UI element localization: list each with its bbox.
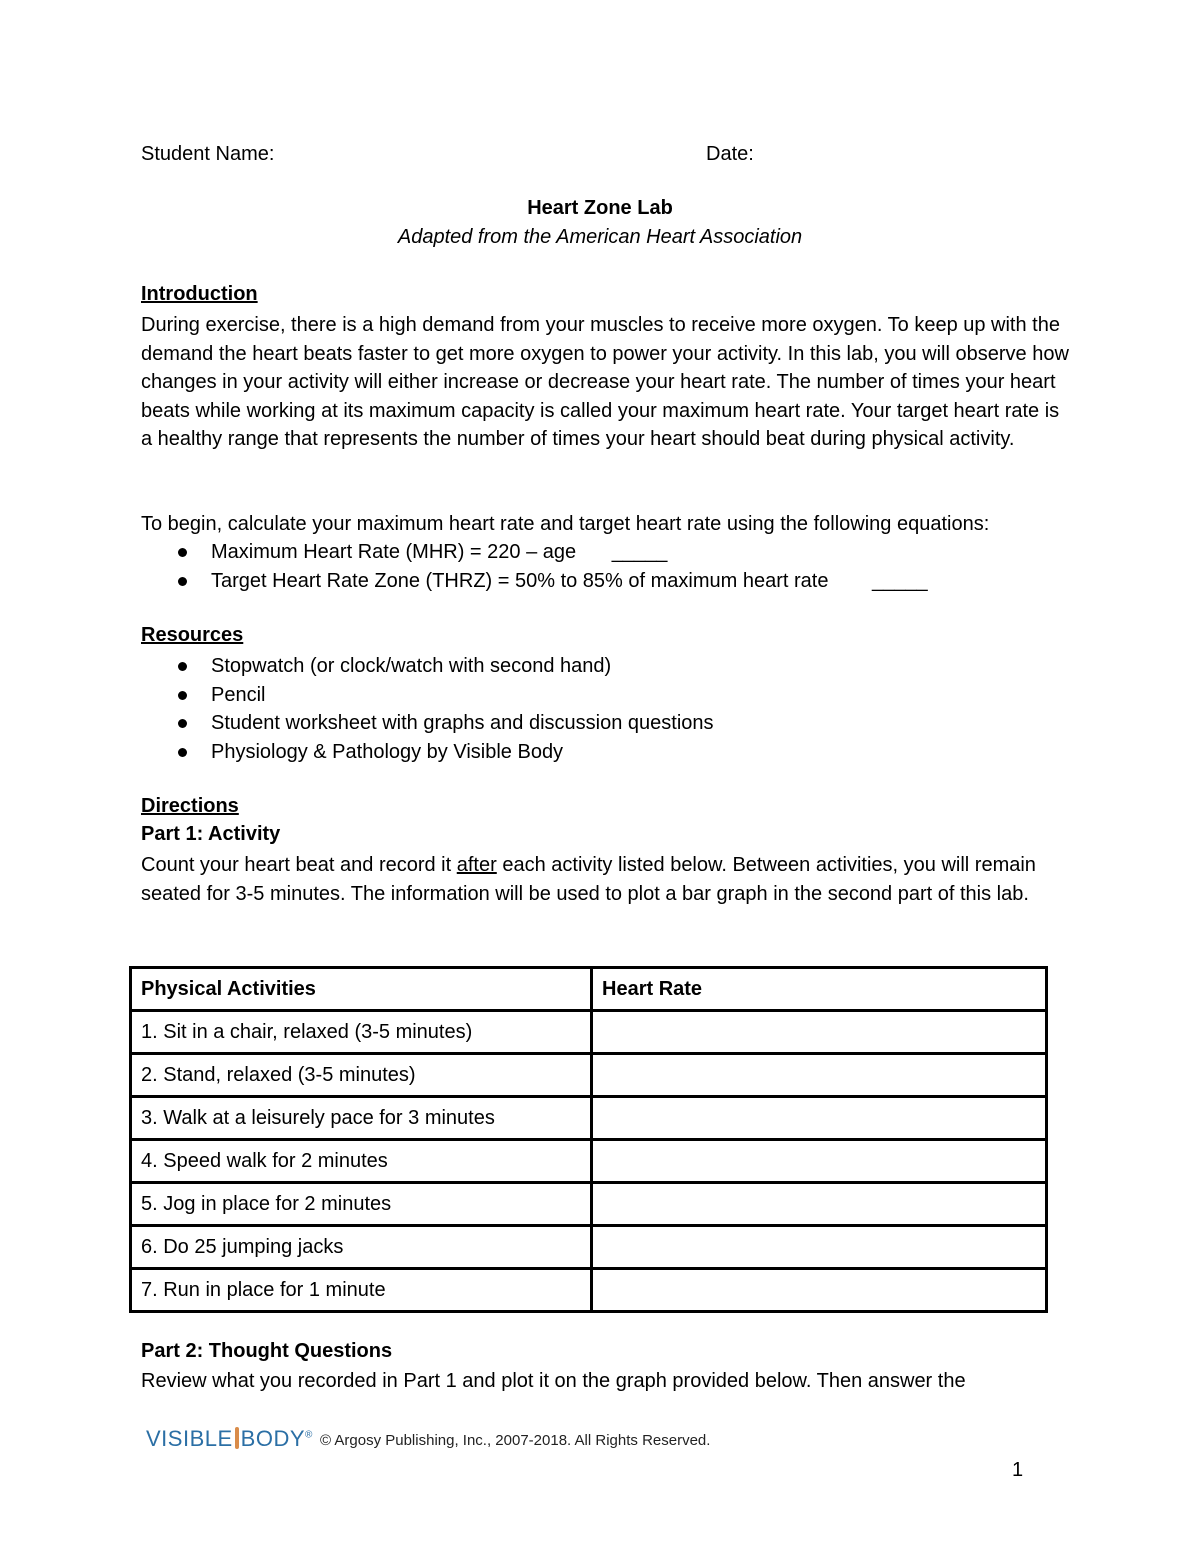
resources-list — [141, 652, 714, 766]
table-row — [131, 1054, 1047, 1097]
equation-mhr: Maximum Heart Rate (MHR) = 220 – age — [211, 541, 577, 563]
thrz-answer-blank[interactable]: _____ — [872, 569, 928, 592]
table-row — [131, 1097, 1047, 1140]
introduction-paragraph: During exercise, there is a high demand from your muscles to receive more oxygen. To keep up with the demand the heart beats faster to get more oxygen to power your activity. In this lab, you will observe how changes in your activity will either increase or decrease your heart rate. The number of times your heart beats while working at its maximum capacity is called your maximum heart rate. Your target heart rate is a healthy range that represents the number of times your heart should beat during physical activity. — [141, 314, 1069, 450]
bullet-icon — [178, 577, 187, 586]
activity-cell: 1. Sit in a chair, relaxed (3-5 minutes) — [131, 1011, 592, 1054]
activity-cell: 7. Run in place for 1 minute — [131, 1269, 592, 1312]
table-row — [131, 1226, 1047, 1269]
part1-paragraph — [141, 851, 1046, 908]
activity-cell: 3. Walk at a leisurely pace for 3 minutes — [131, 1097, 592, 1140]
page-number: 1 — [1012, 1459, 1024, 1481]
table-row — [131, 1140, 1047, 1183]
resources-heading: Resources — [141, 624, 244, 646]
registered-mark: ® — [305, 1429, 313, 1441]
resource-item: Stopwatch (or clock/watch with second hand) — [211, 655, 612, 677]
heart-rate-cell[interactable] — [592, 1054, 1047, 1097]
table-row — [131, 1269, 1047, 1312]
part2-title: Part 2: Thought Questions — [141, 1340, 393, 1362]
bullet-icon — [178, 662, 187, 671]
activity-cell: 5. Jog in place for 2 minutes — [131, 1183, 592, 1226]
equations-intro: To begin, calculate your maximum heart rate and target heart rate using the following equations: — [141, 513, 990, 535]
resource-item: Pencil — [211, 683, 266, 706]
heart-rate-cell[interactable] — [592, 1226, 1047, 1269]
bullet-icon — [178, 719, 187, 728]
figure-icon — [235, 1427, 239, 1449]
resource-item: Physiology & Pathology by Visible Body — [211, 740, 564, 763]
heart-rate-cell[interactable] — [592, 1011, 1047, 1054]
heart-rate-cell[interactable] — [592, 1269, 1047, 1312]
list-item — [141, 681, 714, 710]
header-physical-activities: Physical Activities — [131, 968, 592, 1011]
logo-text-body: BODY — [240, 1426, 306, 1451]
list-item — [141, 709, 714, 738]
list-item — [141, 567, 928, 596]
heart-rate-cell[interactable] — [592, 1097, 1047, 1140]
activity-cell: 6. Do 25 jumping jacks — [131, 1226, 592, 1269]
heart-rate-cell[interactable] — [592, 1140, 1047, 1183]
list-item — [141, 538, 928, 567]
list-item — [141, 652, 714, 681]
mhr-answer-blank[interactable]: _____ — [611, 541, 668, 563]
bullet-icon — [178, 548, 187, 557]
table-header-row — [131, 968, 1047, 1011]
part1-text-before: Count your heart beat and record it — [141, 854, 457, 876]
activities-table — [129, 966, 1048, 1313]
page-subtitle: Adapted from the American Heart Association — [397, 226, 803, 248]
table-row — [131, 1011, 1047, 1054]
directions-heading: Directions — [141, 795, 239, 817]
equation-thrz: Target Heart Rate Zone (THRZ) = 50% to 85% of maximum heart rate — [211, 569, 829, 592]
list-item — [141, 738, 714, 767]
student-name-label: Student Name: — [141, 143, 275, 165]
table-row — [131, 1183, 1047, 1226]
introduction-heading: Introduction — [141, 283, 258, 305]
copyright-notice: © Argosy Publishing, Inc., 2007-2018. All Rights Reserved. — [320, 1432, 711, 1449]
part1-text-after: each activity listed below. Between activities, you will remain seated for 3-5 minutes. The information will be used to plot a bar graph in the second part of this lab. — [141, 854, 1036, 905]
resource-item: Student worksheet with graphs and discussion questions — [211, 712, 714, 734]
part1-text-underlined: after — [456, 854, 497, 876]
activity-cell: 2. Stand, relaxed (3-5 minutes) — [131, 1054, 592, 1097]
bullet-icon — [178, 691, 187, 700]
heart-rate-cell[interactable] — [592, 1183, 1047, 1226]
equations-list — [141, 538, 928, 595]
visible-body-logo — [146, 1426, 313, 1452]
header-heart-rate: Heart Rate — [592, 968, 1047, 1011]
bullet-icon — [178, 748, 187, 757]
part2-text: Review what you recorded in Part 1 and plot it on the graph provided below. Then answer the — [141, 1370, 966, 1392]
date-label: Date: — [706, 143, 754, 165]
activity-cell: 4. Speed walk for 2 minutes — [131, 1140, 592, 1183]
logo-text-visible: VISIBLE — [146, 1426, 233, 1451]
page-title: Heart Zone Lab — [527, 197, 673, 219]
part1-title: Part 1: Activity — [141, 823, 281, 845]
